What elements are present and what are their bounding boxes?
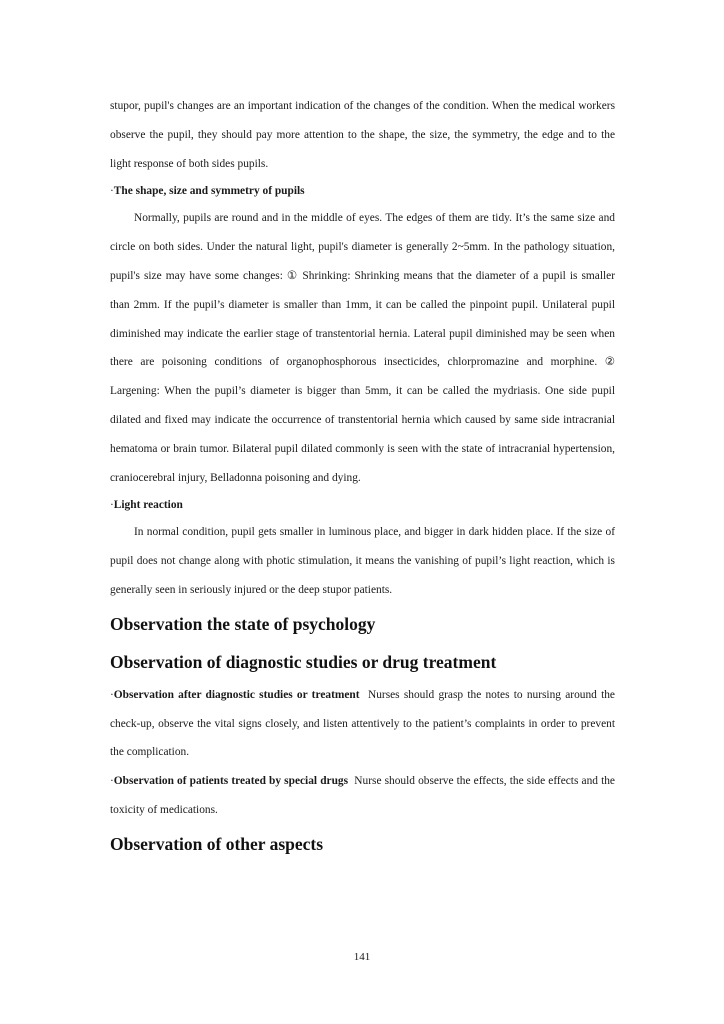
bullet-dot: · (110, 775, 114, 788)
shape-paragraph: Normally, pupils are round and in the middle of eyes. The edges of them are tidy. It’s the same size and circle on both sides. Under the natural light, pupil's diameter is generally 2~5mm. In the pathology situation, pupil's size may have some changes: ① Shrinking: Shrinking means that the diameter of a pupil is smaller than 2mm. If the pupil’s diameter is smaller than 1mm, it can be called the pinpoint pupil. Unilateral pupil diminished may indicate the earlier stage of transtentorial hernia. Lateral pupil diminished may be seen when there are poisoning conditions of organophosphorous insecticides, chlorpromazine and morphine. ② Largening: When the pupil’s diameter is bigger than 5mm, it can be called the mydriasis. One side pupil dilated and fixed may indicate the occurrence of transtentorial hernia which caused by same side intracranial hematoma or brain tumor. Bilateral pupil dilated commonly is seen with the state of intracranial hypertension, craniocerebral injury, Belladonna poisoning and dying. (110, 212, 615, 484)
diagnostic-item-2 (110, 767, 615, 825)
shape-subheading (110, 178, 615, 204)
light-subheading (110, 492, 615, 518)
diagnostic-item-1 (110, 681, 615, 767)
light-paragraph: In normal condition, pupil gets smaller in luminous place, and bigger in dark hidden place. If the size of pupil does not change along with photic stimulation, it means the vanishing of pupil’s light reaction, which is generally seen in seriously injured or the deep stupor patients. (110, 526, 615, 596)
document-page (110, 92, 615, 863)
diagnostic-item-1-body: Nurses should grasp the notes to nursing around the check-up, observe the vital signs closely, and listen attentively to the patient’s complaints in order to prevent the complication. (110, 688, 615, 759)
shape-subheading-text: The shape, size and symmetry of pupils (113, 185, 305, 198)
section-heading-psychology: Observation the state of psychology (110, 613, 376, 634)
page-number: 141 (353, 951, 371, 963)
bullet-dot: · (110, 185, 114, 198)
bullet-dot: · (110, 499, 114, 512)
intro-paragraph: stupor, pupil's changes are an important indication of the changes of the condition. When the medical workers observe the pupil, they should pay more attention to the shape, the size, the symmetry, the edge and to the light response of both sides pupils. (110, 100, 615, 170)
diagnostic-item-2-heading: Observation of patients treated by special drugs (113, 775, 349, 788)
light-subheading-text: Light reaction (113, 499, 183, 512)
section-heading-other: Observation of other aspects (110, 833, 324, 854)
diagnostic-item-1-heading: Observation after diagnostic studies or treatment (113, 688, 360, 701)
section-heading-diagnostic: Observation of diagnostic studies or drug treatment (110, 651, 497, 672)
bullet-dot: · (110, 688, 114, 701)
diagnostic-item-2-body: Nurse should observe the effects, the side effects and the toxicity of medications. (110, 775, 615, 816)
